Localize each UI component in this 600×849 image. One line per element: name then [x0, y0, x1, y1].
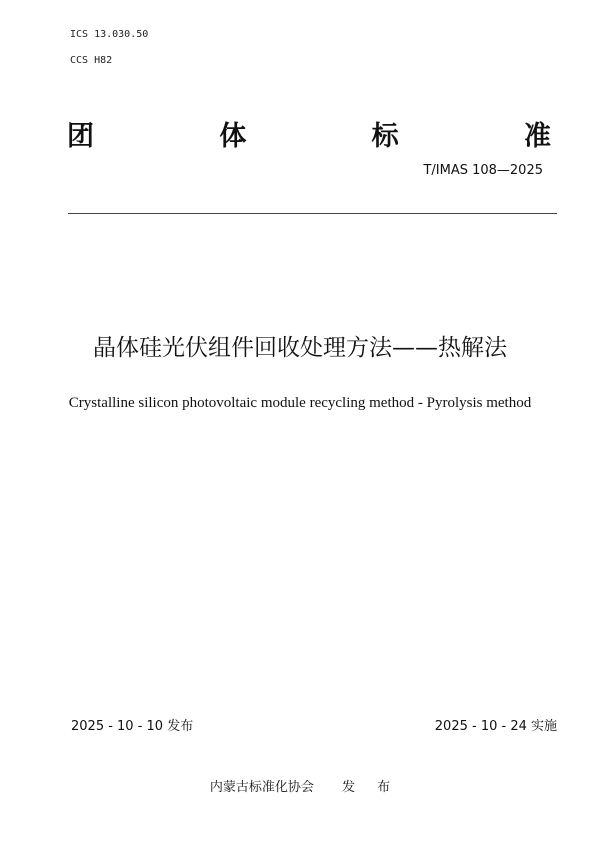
standard-type-heading [67, 114, 551, 153]
header-divider [68, 213, 557, 214]
standard-number: T/IMAS 108—2025 [423, 163, 543, 178]
ics-code: ICS 13.030.50 [70, 29, 149, 40]
standard-type-char: 体 [219, 121, 247, 152]
standard-type-char: 团 [67, 121, 94, 152]
publisher-line [0, 776, 600, 795]
ccs-code: CCS H82 [70, 55, 113, 66]
standard-type-char: 标 [371, 121, 399, 152]
issue-date: 2025 - 10 - 10 发布 [71, 719, 194, 734]
standard-type-char: 准 [523, 121, 551, 152]
document-title-english: Crystalline silicon photovoltaic module recycling method - Pyrolysis method [68, 395, 532, 411]
publisher-name: 内蒙古标准化协会 [209, 780, 314, 795]
publish-label: 发 布 [341, 780, 391, 795]
document-title-chinese: 晶体硅光伏组件回收处理方法——热解法 [93, 335, 507, 361]
implementation-date: 2025 - 10 - 24 实施 [434, 719, 557, 734]
